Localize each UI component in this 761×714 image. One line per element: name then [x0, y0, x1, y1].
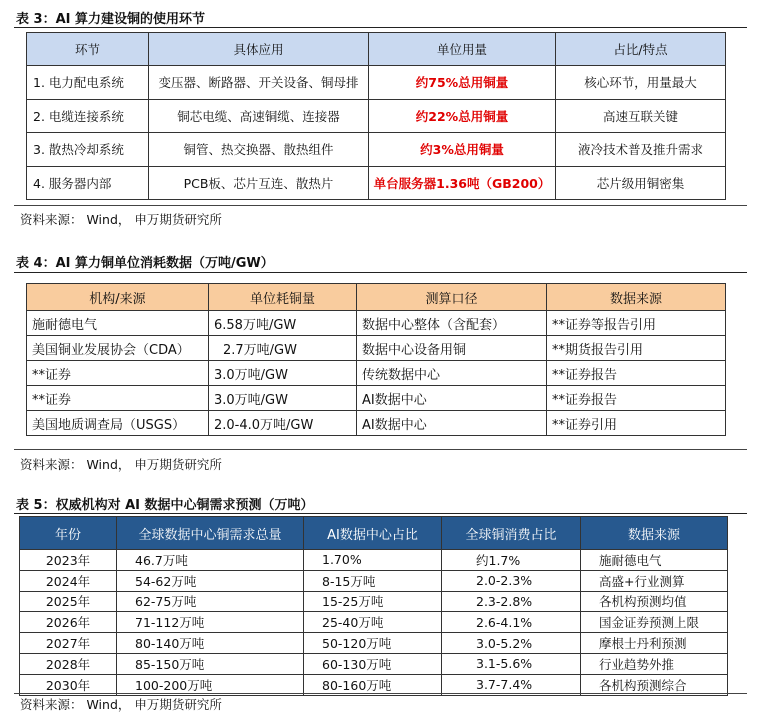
table5-cell-year: 2025年 [20, 591, 117, 612]
table4-header-cell: 测算口径 [357, 284, 547, 311]
table-row [27, 361, 726, 386]
table-row [27, 133, 726, 167]
table5-top-rule [14, 513, 747, 514]
table-row [20, 633, 728, 654]
table4-header-cell: 数据来源 [547, 284, 726, 311]
table5-cell-total-demand: 71-112万吨 [117, 612, 304, 633]
table4-cell-unit-consumption: 2.7万吨/GW [209, 336, 357, 361]
table5-bottom-rule [14, 693, 747, 694]
table4-cell-source: **证券报告 [547, 361, 726, 386]
table4-header-cell: 机构/来源 [27, 284, 209, 311]
table5-header-cell: 全球铜消费占比 [442, 517, 581, 550]
table-row [27, 99, 726, 133]
table5-cell-source: 施耐德电气 [581, 550, 728, 571]
table3-cell-usage: 约3%总用铜量 [369, 133, 556, 167]
table5-cell-ai-share: 50-120万吨 [304, 633, 442, 654]
table5-cell-source: 各机构预测综合 [581, 674, 728, 695]
table4-cell-unit-consumption: 3.0万吨/GW [209, 386, 357, 411]
table4-cell-scope: 传统数据中心 [357, 361, 547, 386]
table-row [27, 411, 726, 436]
table5-cell-year: 2026年 [20, 612, 117, 633]
table3-header-row [27, 33, 726, 66]
table-row [20, 653, 728, 674]
table5-cell-year: 2027年 [20, 633, 117, 654]
table5-cell-total-demand: 46.7万吨 [117, 550, 304, 571]
table3-cell-usage: 约22%总用铜量 [369, 99, 556, 133]
table3 [26, 32, 726, 200]
table3-header-cell: 单位用量 [369, 33, 556, 66]
table5-cell-source: 行业趋势外推 [581, 653, 728, 674]
table3-cell-application: 铜芯电缆、高速铜缆、连接器 [149, 99, 369, 133]
table5-cell-source: 各机构预测均值 [581, 591, 728, 612]
table5-cell-total-demand: 85-150万吨 [117, 653, 304, 674]
table5-cell-ai-share: 8-15万吨 [304, 570, 442, 591]
table3-cell-stage: 2. 电缆连接系统 [27, 99, 149, 133]
table-row [27, 336, 726, 361]
table5-cell-ai-share: 80-160万吨 [304, 674, 442, 695]
table5-cell-global-share: 2.6-4.1% [442, 612, 581, 633]
table5-header-row [20, 517, 728, 550]
table5-cell-source: 国金证券预测上限 [581, 612, 728, 633]
table4-cell-source: **证券报告 [547, 386, 726, 411]
table3-cell-feature: 芯片级用铜密集 [556, 166, 726, 200]
table-row [27, 311, 726, 336]
table3-cell-usage: 单台服务器1.36吨（GB200） [369, 166, 556, 200]
table3-header-cell: 占比/特点 [556, 33, 726, 66]
table4-cell-unit-consumption: 3.0万吨/GW [209, 361, 357, 386]
table-row [20, 674, 728, 695]
table3-source: 资料来源： Wind， 申万期货研究所 [20, 212, 222, 227]
table5-cell-global-share: 2.0-2.3% [442, 570, 581, 591]
table4-header-row [27, 284, 726, 311]
table-row [20, 591, 728, 612]
table4-header-cell: 单位耗铜量 [209, 284, 357, 311]
table3-cell-stage: 3. 散热冷却系统 [27, 133, 149, 167]
table3-cell-application: 变压器、断路器、开关设备、铜母排 [149, 66, 369, 100]
table5-cell-total-demand: 54-62万吨 [117, 570, 304, 591]
table4-cell-unit-consumption: 6.58万吨/GW [209, 311, 357, 336]
table3-bottom-rule [14, 205, 747, 206]
table5-cell-year: 2028年 [20, 653, 117, 674]
table4-cell-scope: 数据中心整体（含配套） [357, 311, 547, 336]
table3-header-cell: 具体应用 [149, 33, 369, 66]
table5-header-cell: AI数据中心占比 [304, 517, 442, 550]
table3-cell-application: PCB板、芯片互连、散热片 [149, 166, 369, 200]
table4-cell-institution: 美国铜业发展协会（CDA） [27, 336, 209, 361]
table5-source: 资料来源： Wind， 申万期货研究所 [20, 697, 222, 712]
table-row [27, 166, 726, 200]
table4-cell-scope: 数据中心设备用铜 [357, 336, 547, 361]
table4-top-rule [14, 272, 747, 273]
table4-source: 资料来源： Wind， 申万期货研究所 [20, 457, 222, 472]
table5-header-cell: 数据来源 [581, 517, 728, 550]
table4-cell-institution: **证券 [27, 386, 209, 411]
table-row [20, 612, 728, 633]
table3-cell-feature: 核心环节，用量最大 [556, 66, 726, 100]
table5-cell-global-share: 3.1-5.6% [442, 653, 581, 674]
table3-caption: 表 3：AI 算力建设铜的使用环节 [16, 12, 205, 27]
table5-cell-source: 摩根士丹利预测 [581, 633, 728, 654]
table5-cell-global-share: 2.3-2.8% [442, 591, 581, 612]
table-row [27, 66, 726, 100]
table5-cell-year: 2030年 [20, 674, 117, 695]
table3-cell-application: 铜管、热交换器、散热组件 [149, 133, 369, 167]
table5-cell-ai-share: 60-130万吨 [304, 653, 442, 674]
table4-cell-source: **证券引用 [547, 411, 726, 436]
table4-cell-scope: AI数据中心 [357, 386, 547, 411]
table5-cell-global-share: 约1.7% [442, 550, 581, 571]
table5-cell-total-demand: 62-75万吨 [117, 591, 304, 612]
table3-cell-feature: 高速互联关键 [556, 99, 726, 133]
table4-cell-unit-consumption: 2.0-4.0万吨/GW [209, 411, 357, 436]
table4-bottom-rule [14, 449, 747, 450]
table5-header-cell: 全球数据中心铜需求总量 [117, 517, 304, 550]
table5 [19, 516, 728, 696]
table3-cell-usage: 约75%总用铜量 [369, 66, 556, 100]
table5-cell-global-share: 3.0-5.2% [442, 633, 581, 654]
table4-cell-scope: AI数据中心 [357, 411, 547, 436]
table4-cell-institution: 施耐德电气 [27, 311, 209, 336]
table5-cell-year: 2024年 [20, 570, 117, 591]
table5-cell-year: 2023年 [20, 550, 117, 571]
table3-top-rule [14, 27, 747, 28]
table-row [20, 550, 728, 571]
table5-cell-ai-share: 1.70% [304, 550, 442, 571]
table5-cell-source: 高盛+行业测算 [581, 570, 728, 591]
table4-cell-institution: **证券 [27, 361, 209, 386]
table3-cell-stage: 1. 电力配电系统 [27, 66, 149, 100]
table5-cell-ai-share: 15-25万吨 [304, 591, 442, 612]
table4-caption: 表 4：AI 算力铜单位消耗数据（万吨/GW） [16, 256, 274, 271]
table5-cell-total-demand: 100-200万吨 [117, 674, 304, 695]
table3-header-cell: 环节 [27, 33, 149, 66]
table5-header-cell: 年份 [20, 517, 117, 550]
table4-cell-institution: 美国地质调查局（USGS） [27, 411, 209, 436]
table3-cell-feature: 液冷技术普及推升需求 [556, 133, 726, 167]
table5-cell-total-demand: 80-140万吨 [117, 633, 304, 654]
table-row [20, 570, 728, 591]
table4-cell-source: **期货报告引用 [547, 336, 726, 361]
table5-cell-global-share: 3.7-7.4% [442, 674, 581, 695]
table3-cell-stage: 4. 服务器内部 [27, 166, 149, 200]
table-row [27, 386, 726, 411]
table4-cell-source: **证券等报告引用 [547, 311, 726, 336]
table4 [26, 283, 726, 436]
table5-cell-ai-share: 25-40万吨 [304, 612, 442, 633]
table5-caption: 表 5：权威机构对 AI 数据中心铜需求预测（万吨） [16, 498, 314, 513]
